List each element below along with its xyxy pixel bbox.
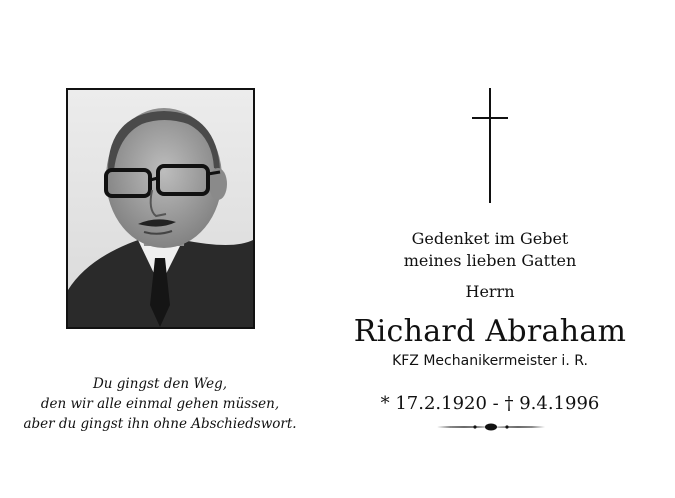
salutation: Herrn [465, 282, 515, 301]
quote-line-3: aber du gingst ihn ohne Abschiedswort. [23, 416, 297, 432]
portrait-illustration [68, 90, 253, 327]
life-dates: * 17.2.1920 - † 9.4.1996 [380, 393, 600, 414]
prayer-line-1: Gedenket im Gebet [411, 229, 569, 248]
deceased-name: Richard Abraham [353, 314, 627, 349]
portrait-photo [66, 88, 255, 329]
prayer-text [340, 228, 640, 272]
ornamental-divider-icon [437, 421, 545, 433]
prayer-line-2: meines lieben Gatten [403, 251, 577, 270]
quote-line-1: Du gingst den Weg, [92, 376, 228, 392]
quote-line-2: den wir alle einmal gehen müssen, [40, 396, 280, 412]
occupation: KFZ Mechanikermeister i. R. [392, 353, 588, 369]
farewell-quote [10, 374, 310, 434]
latin-cross-icon [470, 88, 510, 203]
